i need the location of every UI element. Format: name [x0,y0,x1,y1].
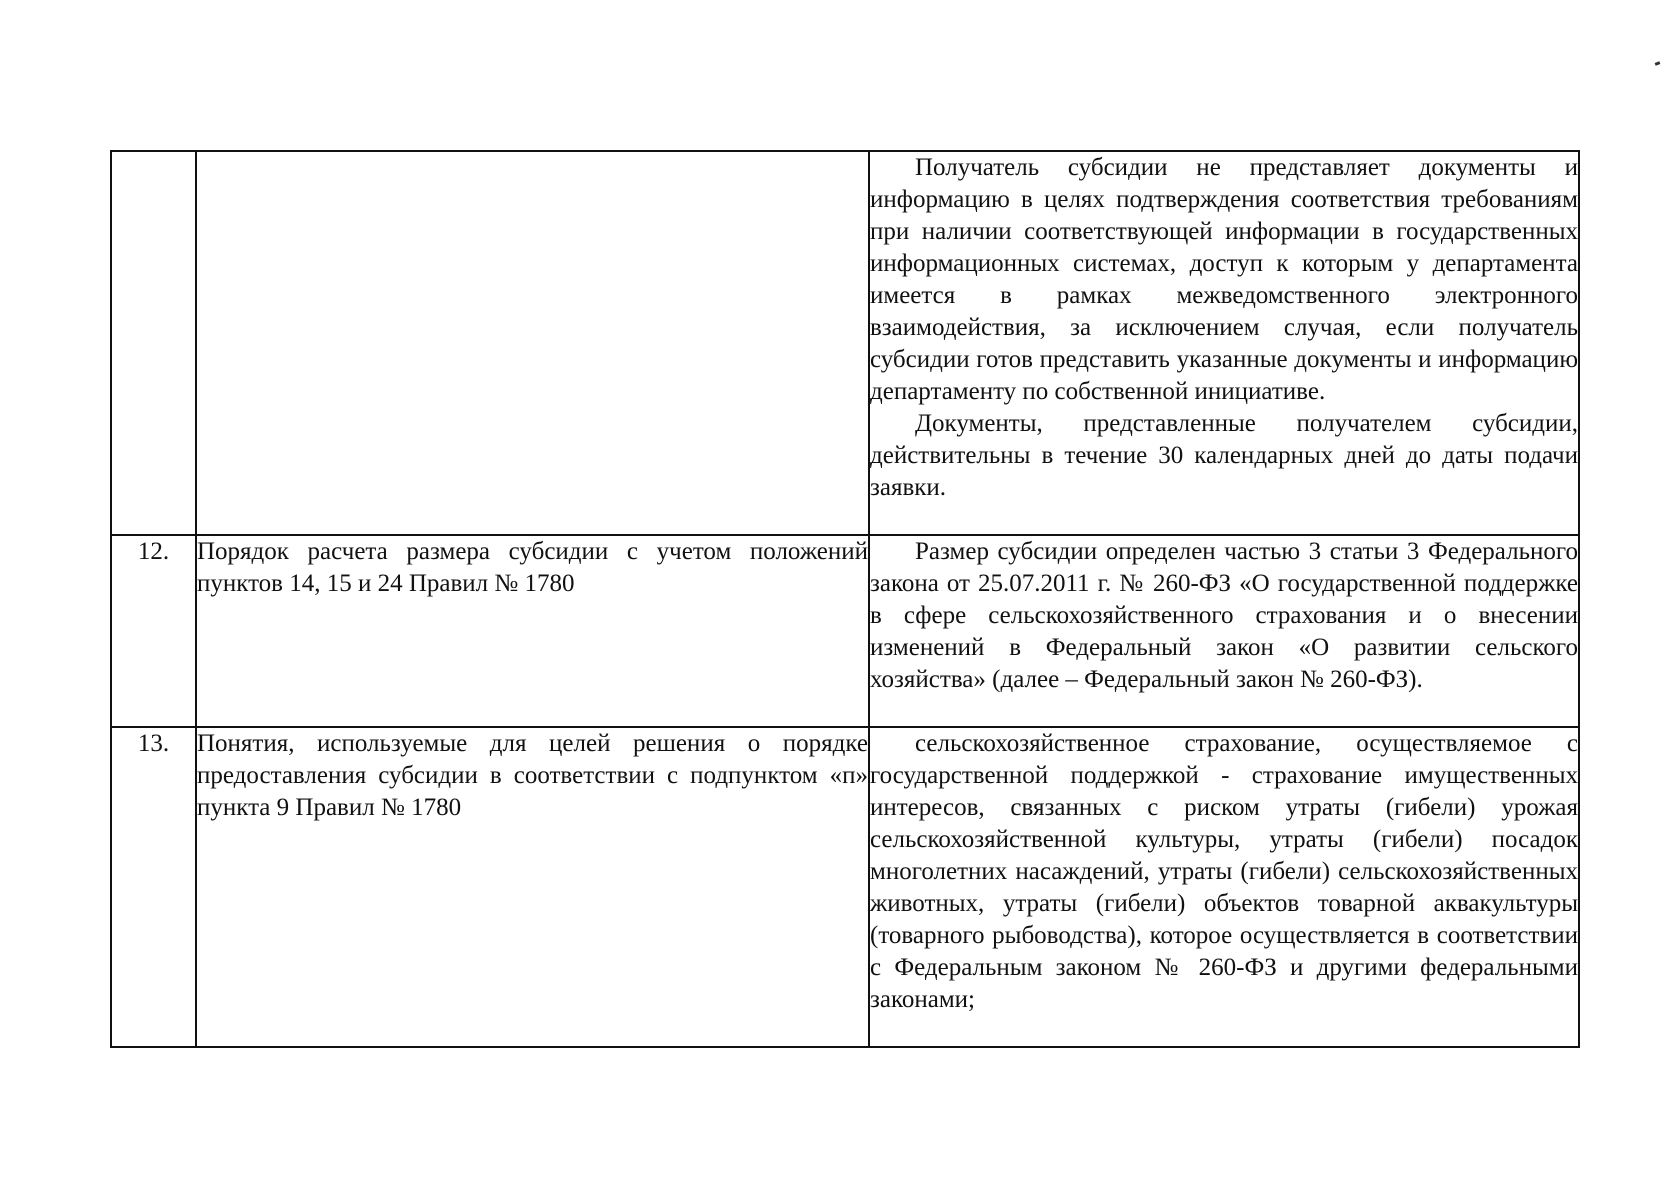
row-name-cell [196,535,869,727]
row-number-cell [111,535,196,727]
paragraph: Размер субсидии определен частью 3 статьи 3 Федерального закона от 25.07.2011 г. № 260-ФЗ «О государственной поддержке в сфере сельскохозяйственного страхования и о внесении изменений в Федеральный закон «О развитии сельского хозяйства» (далее – Федеральный закон № 260-ФЗ). [870,538,1578,693]
paragraph: Документы, представленные получателем субсидии, действительны в течение 30 календарных дней до даты подачи заявки. [870,410,1578,501]
row-name: Порядок расчета размера субсидии с учетом положений пунктов 14, 15 и 24 Правил № 1780 [197,538,868,597]
row-name-cell [196,151,869,535]
row-text-cell [869,727,1579,1047]
paragraph: Получатель субсидии не представляет документы и информацию в целях подтверждения соответствия требованиям при наличии соответствующей информации в государственных информационных системах, доступ к которым у департамента имеется в рамках межведомственного электронного взаимодействия, за исключением случая, если получатель субсидии готов представить указанные документы и информацию департаменту по собственной инициативе. [870,154,1578,405]
row-number-cell [111,151,196,535]
scan-mark [1655,61,1661,66]
row-text-cell [869,151,1579,535]
row-name: Понятия, используемые для целей решения о порядке предоставления субсидии в соответствии с подпунктом «п» пункта 9 Правил № 1780 [197,730,868,821]
row-name-cell [196,727,869,1047]
table-row [111,535,1579,727]
row-number-cell [111,727,196,1047]
paragraph: сельскохозяйственное страхование, осуществляемое с государственной поддержкой - страхование имущественных интересов, связанных с риском утраты (гибели) урожая сельскохозяйственной культуры, утраты (гибели) посадок многолетних насаждений, утраты (гибели) сельскохозяйственных животных, утраты (гибели) объектов товарной аквакультуры (товарного рыбоводства), которое осуществляется в соответствии с Федеральным законом № 260-ФЗ и другими федеральными законами; [870,730,1578,1013]
row-number: 12. [137,538,170,565]
table-row [111,727,1579,1047]
table-row [111,151,1579,535]
row-number: 13. [137,730,170,757]
row-text-cell [869,535,1579,727]
regulation-table [110,150,1580,1048]
